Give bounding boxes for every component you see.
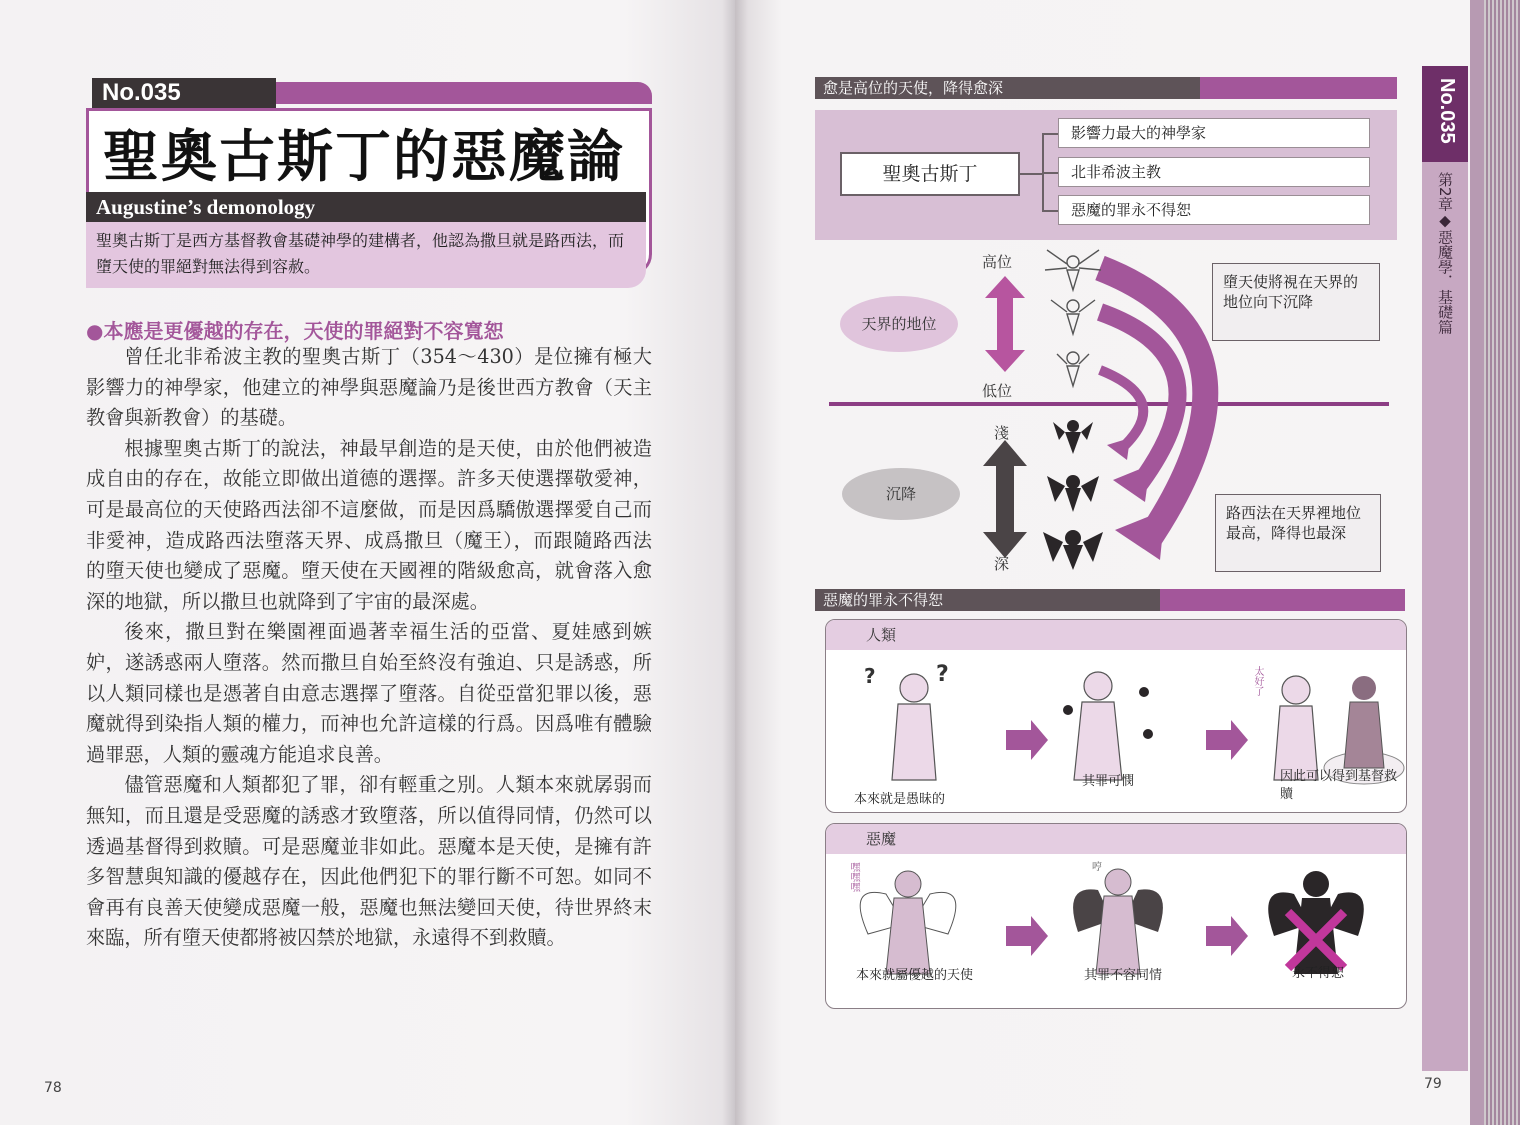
section-heading: ●本應是更優越的存在，天使的罪絕對不容寬恕 — [86, 319, 504, 343]
book-gutter — [722, 0, 748, 1125]
demon-icon — [1053, 420, 1093, 454]
fall-arrow-small-head — [1107, 438, 1130, 460]
label-deep: 深 — [994, 555, 1010, 573]
question-mark: ? — [936, 662, 949, 687]
page-edge — [1470, 0, 1484, 1125]
label-shallow: 淺 — [994, 424, 1010, 442]
superior-angel-icon — [860, 871, 956, 974]
panel-title: 人類 — [826, 620, 1406, 650]
demons-illustration — [826, 854, 1406, 1008]
arrow-right-icon — [1006, 916, 1048, 956]
english-subtitle: Augustine’s demonology — [86, 192, 646, 222]
page-edge — [1484, 0, 1520, 1125]
angel-icon — [1051, 300, 1095, 334]
question-mark: ? — [864, 664, 876, 688]
band-title: 愈是高位的天使，降得愈深 — [823, 79, 1004, 97]
demons-panel — [825, 823, 1407, 1009]
demon-icon — [1047, 475, 1099, 512]
page-number-right: 79 — [1424, 1076, 1442, 1092]
side-chapter-label: 第2章◆惡魔學．基礎篇 — [1436, 172, 1454, 335]
doodle-text: 哼 — [1092, 862, 1102, 873]
doodle-text: 嘿嘿嘿 — [848, 862, 859, 892]
band-accent — [1200, 77, 1397, 99]
fact-item: 惡魔的罪永不得恕 — [1058, 195, 1370, 225]
heaven-status-oval: 天界的地位 — [840, 296, 958, 352]
band-title: 惡魔的罪永不得恕 — [823, 591, 944, 609]
humans-panel — [825, 619, 1407, 813]
panel-title: 惡魔 — [826, 824, 1406, 854]
paragraph: 儘管惡魔和人類都犯了罪，卻有輕重之別。人類本來就孱弱而無知，而且還是受惡魔的誘惑才致墮落，所以值得同情，仍然可以透過基督得到救贖。可是惡魔並非如此。惡魔本是天使，是擁有許多智慧與知識的優越存在，因此他們犯下的罪行斷不可恕。如同不會再有良善天使變成惡魔一般，惡魔也無法變回天使，待世界終末來臨，所有墮天使都將被囚禁於地獄，永遠得不到救贖。 — [86, 773, 652, 950]
angel-icon — [1057, 352, 1089, 386]
arrow-right-icon — [1006, 720, 1048, 760]
note-lucifer: 路西法在天界裡地位最高，降得也最深 — [1215, 494, 1381, 572]
header-accent-bar — [276, 82, 652, 104]
unforgiven-demon-icon — [1268, 871, 1364, 974]
page-number-left: 78 — [44, 1080, 62, 1096]
label-high: 高位 — [982, 253, 1013, 271]
saved-human-icon — [1274, 676, 1318, 780]
fact-item: 北非希波主教 — [1058, 157, 1370, 187]
connector — [1020, 173, 1042, 175]
connector — [1042, 133, 1058, 135]
caption: 其罪可憫 — [1082, 774, 1135, 789]
caption: 本來就屬優越的天使 — [856, 968, 974, 983]
article-header — [86, 78, 652, 288]
paragraph: 根據聖奧古斯丁的說法，神最早創造的是天使，由於他們被造成自由的存在，故能立即做出道德的選擇。許多天使選擇敬愛神，可是最高位的天使路西法卻不這麼做，而是因爲驕傲選擇愛自己而非愛神，造成路西法墮落天界、成爲撒旦（魔王），而跟隨路西法的墮天使也變成了惡魔。墮天使在天國裡的階級愈高，就會落入愈深的地獄，所以撒旦也就降到了宇宙的最深處。 — [86, 436, 652, 613]
confused-human-icon — [892, 674, 936, 780]
body-text — [86, 342, 652, 954]
side-article-number: No.035 — [1436, 78, 1458, 144]
tempted-human-icon — [1074, 672, 1122, 780]
article-number: No.035 — [92, 78, 276, 108]
arrow-right-icon — [1206, 916, 1248, 956]
lucifer-demon-icon — [1043, 530, 1103, 570]
depth-arrow — [983, 440, 1027, 558]
fall-arrow-large-head — [1115, 510, 1165, 560]
label-low: 低位 — [982, 382, 1013, 400]
arrow-right-icon — [1206, 720, 1248, 760]
doodle-text: 太好了 — [1252, 666, 1263, 696]
augustine-box: 聖奧古斯丁 — [840, 152, 1020, 196]
heaven-hell-divider — [829, 402, 1389, 406]
fall-arrow-medium-head — [1113, 465, 1150, 502]
caption: 因此可以得到基督救贖 — [1280, 769, 1398, 802]
intro-summary: 聖奧古斯丁是西方基督教會基礎神學的建構者，他認為撒旦就是路西法，而墮天使的罪絕對無法得到容赦。 — [86, 222, 646, 288]
caption: 其罪不容同情 — [1084, 968, 1163, 983]
note-fall-by-rank: 墮天使將視在天界的地位向下沉降 — [1212, 263, 1380, 341]
paragraph: 後來，撒旦對在樂園裡面過著幸福生活的亞當、夏娃感到嫉妒，遂誘惑兩人墮落。然而撒旦自始至終沒有強迫、只是誘惑，所以人類同樣也是憑著自由意志選擇了墮落。自從亞當犯罪以後，惡魔就得到染指人類的權力，而神也允許這樣的行爲。因爲唯有體驗過罪惡，人類的靈魂方能追求良善。 — [86, 620, 652, 766]
fall-oval: 沉降 — [842, 468, 960, 520]
fallen-angel-icon — [1073, 869, 1163, 974]
fact-item: 影響力最大的神學家 — [1058, 118, 1370, 148]
caption: 永不得恕 — [1292, 966, 1345, 981]
paragraph: 曾任北非希波主教的聖奧古斯丁（354～430）是位擁有極大影響力的神學家，他建立的神學與惡魔論乃是後世西方教會（天主教會與新教會）的基礎。 — [86, 345, 652, 430]
connector — [1042, 172, 1058, 174]
page-title: 聖奧古斯丁的惡魔論 — [103, 125, 625, 190]
band-accent — [1160, 589, 1405, 611]
caption: 本來就是愚昧的 — [854, 792, 946, 807]
fall-arrow-small — [1100, 370, 1143, 450]
seraph-icon — [1045, 250, 1101, 290]
status-arrow — [985, 276, 1025, 372]
connector — [1042, 210, 1058, 212]
